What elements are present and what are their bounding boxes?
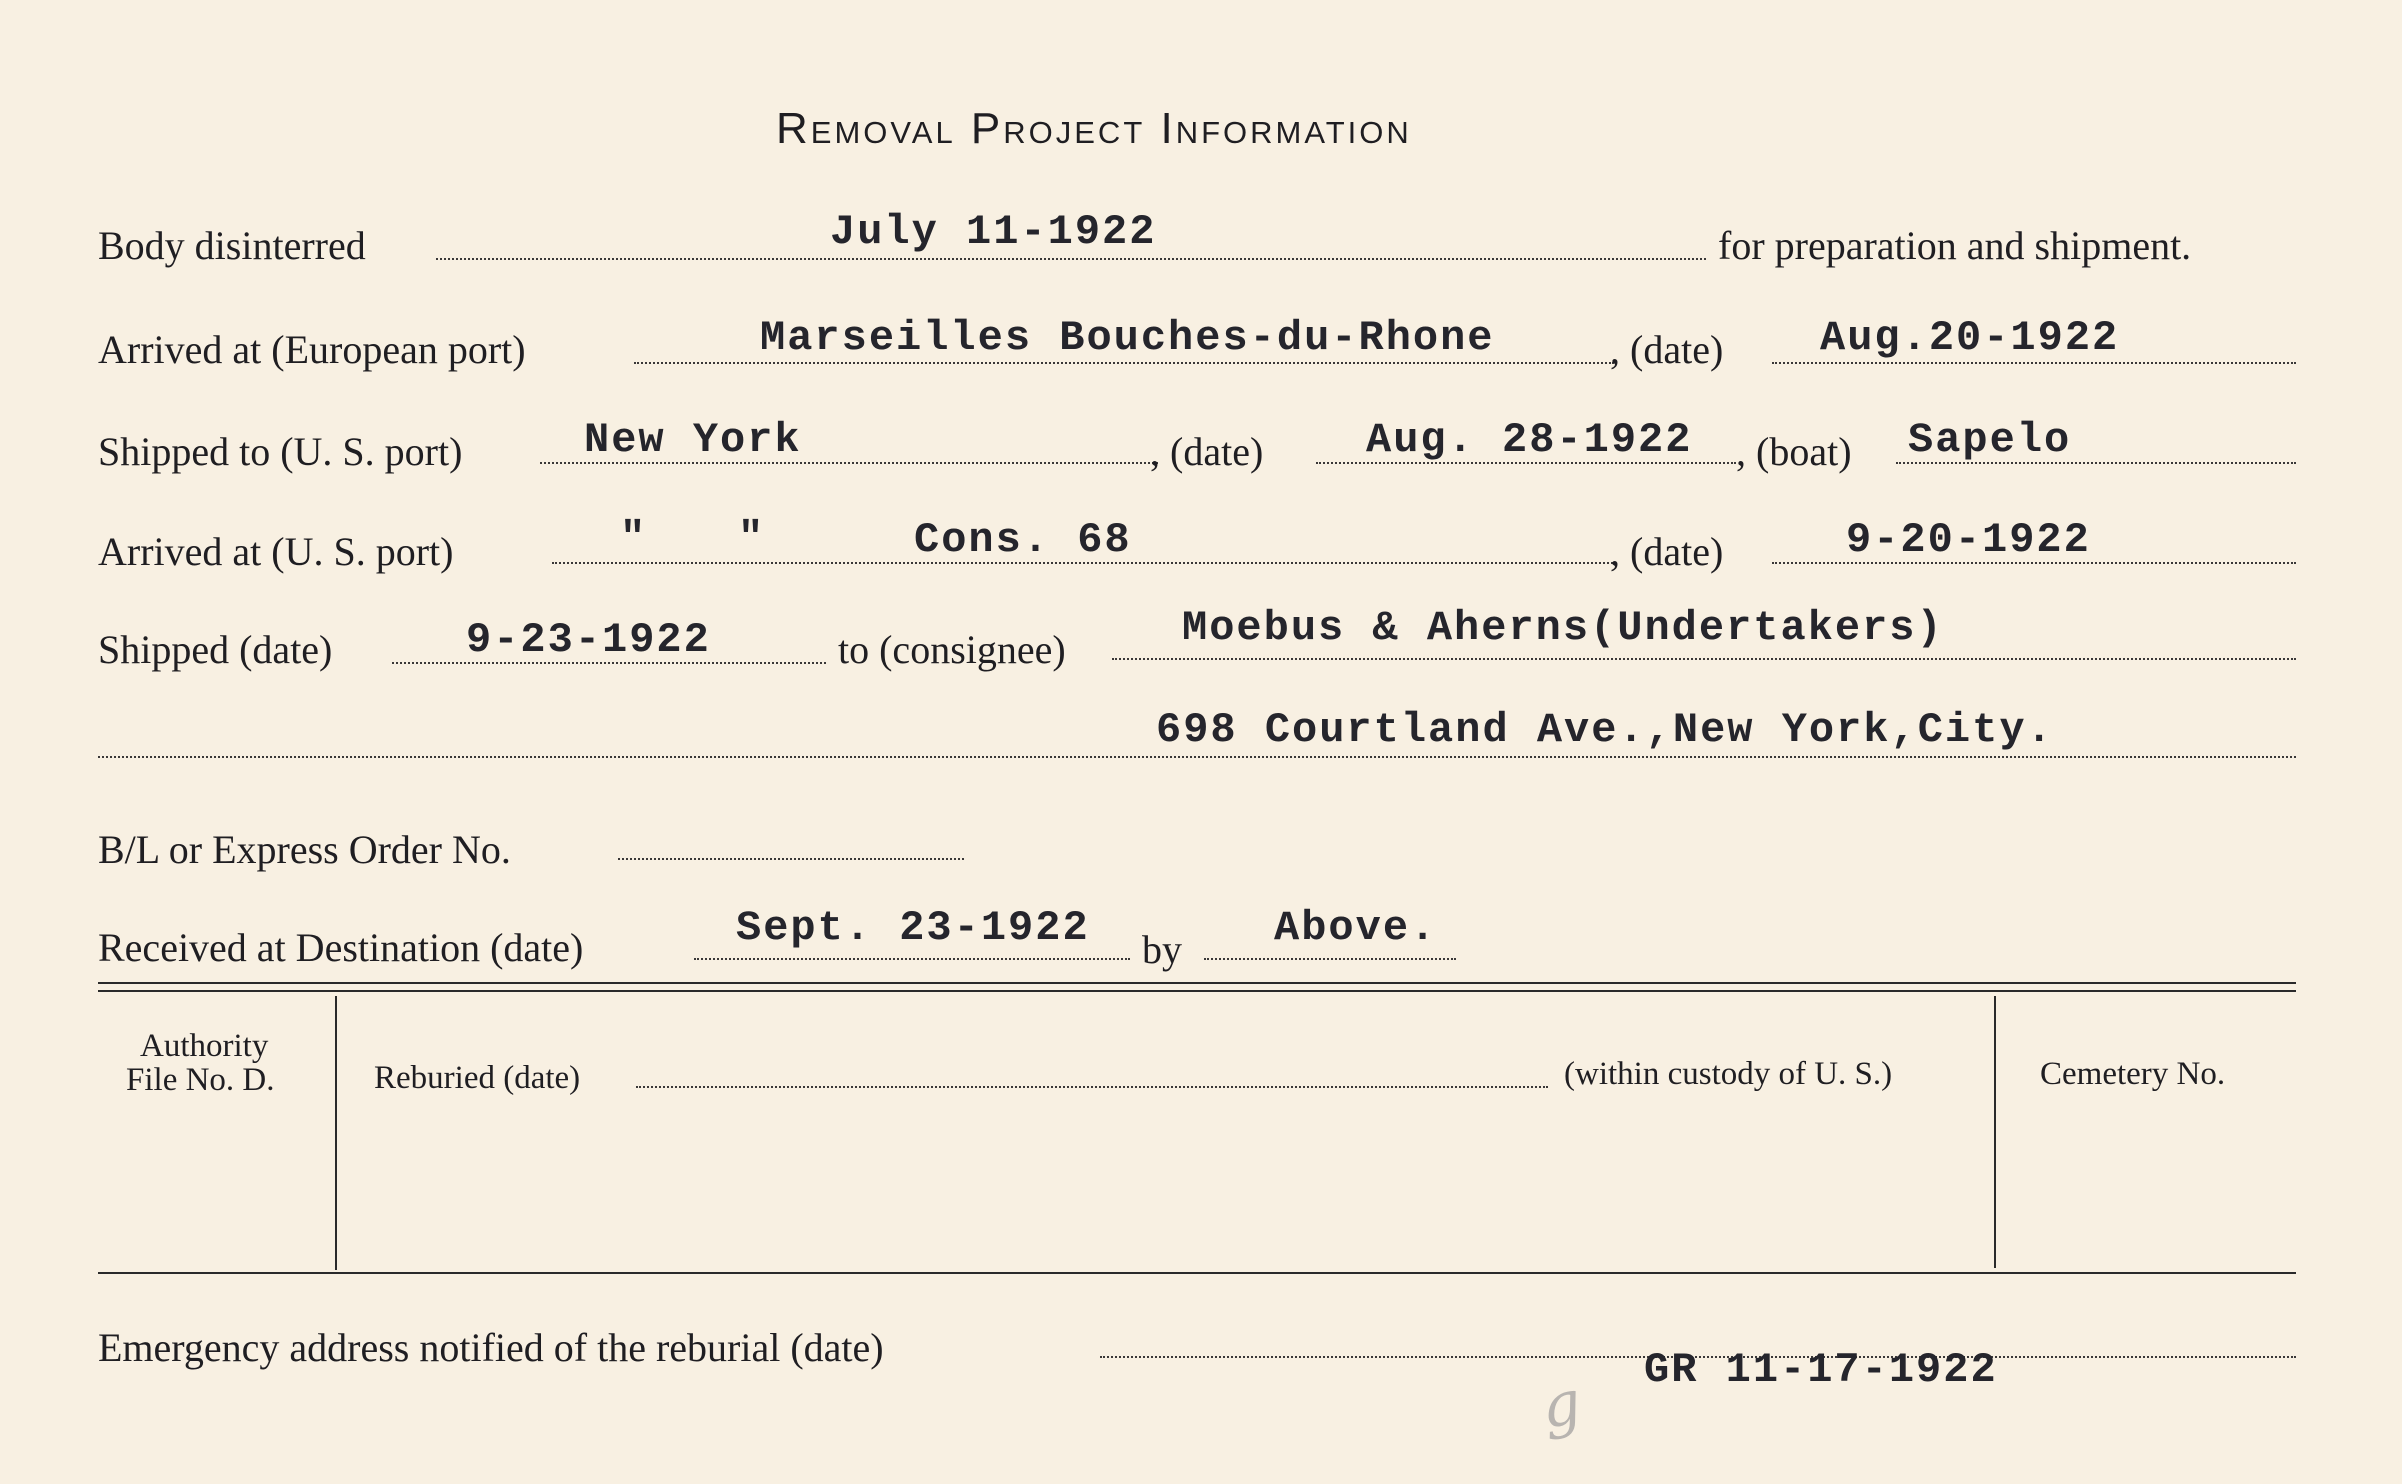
reburied-line bbox=[636, 1086, 1548, 1088]
double-rule-top bbox=[98, 982, 2296, 984]
shipped-date-label: Shipped (date) bbox=[98, 627, 333, 672]
box-divider-left bbox=[335, 996, 337, 1270]
card-title: Removal Project Information bbox=[776, 104, 1412, 153]
received-by: Above. bbox=[1274, 904, 1438, 952]
received-by-label: by bbox=[1142, 927, 1182, 972]
disinterred-label: Body disinterred bbox=[98, 223, 366, 268]
authority-label-1: Authority bbox=[140, 1028, 269, 1064]
bl-label: B/L or Express Order No. bbox=[98, 827, 511, 872]
arrived-us-port: Cons. 68 bbox=[914, 516, 1132, 564]
arrived-eu-date: Aug.20-1922 bbox=[1820, 314, 2120, 362]
box-divider-right bbox=[1994, 996, 1996, 1268]
received-by-line bbox=[1204, 958, 1456, 960]
arrived-eu-line bbox=[634, 362, 1614, 364]
bl-line bbox=[618, 858, 964, 860]
arrived-us-label: Arrived at (U. S. port) bbox=[98, 529, 454, 574]
shipped-date: 9-23-1922 bbox=[466, 616, 711, 664]
disinterred-line bbox=[436, 258, 1706, 260]
shipped-us-port: New York bbox=[584, 416, 802, 464]
consignee-address: 698 Courtland Ave.,New York,City. bbox=[1156, 706, 2054, 754]
shipped-us-label: Shipped to (U. S. port) bbox=[98, 429, 463, 474]
shipped-us-date-label: , (date) bbox=[1150, 429, 1264, 474]
emergency-label: Emergency address notified of the reburial (date) bbox=[98, 1325, 884, 1370]
reburied-label: Reburied (date) bbox=[374, 1060, 581, 1096]
disinterred-value: July 11-1922 bbox=[830, 208, 1157, 256]
custody-label: (within custody of U. S.) bbox=[1564, 1056, 1893, 1092]
arrived-eu-label: Arrived at (European port) bbox=[98, 327, 526, 372]
emergency-value: GR 11-17-1922 bbox=[1644, 1346, 1998, 1394]
arrived-us-date: 9-20-1922 bbox=[1846, 516, 2091, 564]
shipped-us-boat-label: , (boat) bbox=[1736, 429, 1852, 474]
address-line bbox=[98, 756, 2296, 758]
shipped-us-date: Aug. 28-1922 bbox=[1366, 416, 1693, 464]
arrived-eu-date-line bbox=[1772, 362, 2296, 364]
shipped-us-boat: Sapelo bbox=[1908, 416, 2072, 464]
consignee-name: Moebus & Aherns(Undertakers) bbox=[1182, 604, 1944, 652]
pencil-initial: g bbox=[1536, 1367, 1587, 1443]
arrived-eu-port: Marseilles Bouches-du-Rhone bbox=[760, 314, 1495, 362]
arrived-us-date-label: , (date) bbox=[1610, 529, 1724, 574]
authority-label-2: File No. D. bbox=[126, 1062, 275, 1098]
received-date: Sept. 23-1922 bbox=[736, 904, 1090, 952]
arrived-us-ditto-1: " bbox=[620, 514, 648, 562]
disinterred-suffix: for preparation and shipment. bbox=[1718, 223, 2192, 268]
cemetery-label: Cemetery No. bbox=[2040, 1056, 2226, 1092]
box-bottom-rule bbox=[98, 1272, 2296, 1274]
consignee-label: to (consignee) bbox=[838, 627, 1066, 672]
received-date-line bbox=[694, 958, 1130, 960]
arrived-eu-date-label: , (date) bbox=[1610, 327, 1724, 372]
consignee-line bbox=[1112, 658, 2296, 660]
received-label: Received at Destination (date) bbox=[98, 925, 584, 970]
arrived-us-ditto-2: " bbox=[738, 514, 766, 562]
double-rule-bottom bbox=[98, 990, 2296, 992]
